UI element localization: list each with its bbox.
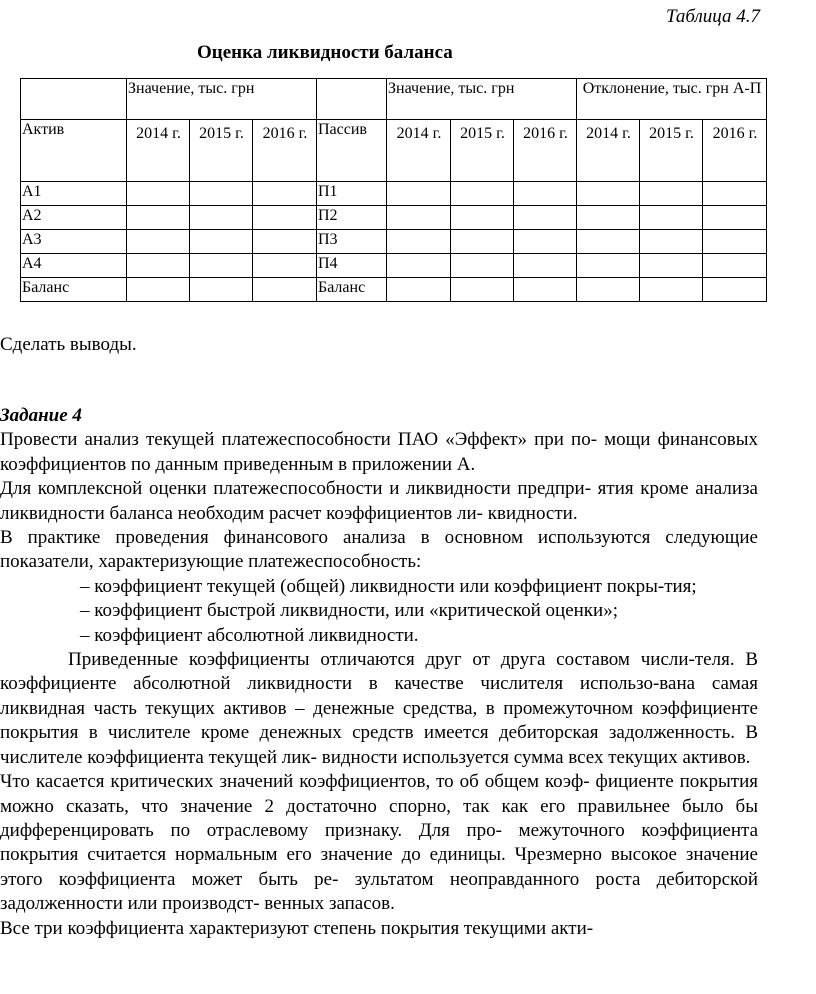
table-header-row-groups	[21, 79, 767, 120]
conclusion-text: Сделать выводы.	[0, 334, 137, 355]
year-label: 2015 г.	[199, 125, 244, 142]
year-header	[514, 120, 577, 182]
year-header	[577, 120, 640, 182]
bullet-item: – коэффициент абсолютной ликвидности.	[80, 624, 419, 646]
liability-cell: Баланс	[317, 278, 387, 302]
table-header-row-years	[21, 120, 767, 182]
task-heading: Задание 4	[0, 405, 82, 426]
asset-cell: А2	[21, 206, 127, 230]
table-row	[21, 230, 767, 254]
year-header	[703, 120, 767, 182]
year-label: 2014 г.	[396, 125, 442, 142]
paragraph: В практике проведения финансового анализа в основном используются следующие показатели, характеризующие платежеспособность:	[0, 527, 758, 573]
table-row	[21, 254, 767, 278]
year-label: 2015 г.	[649, 125, 694, 142]
liability-cell: П1	[317, 182, 387, 206]
table-caption: Таблица 4.7	[666, 6, 760, 27]
task-body	[0, 404, 758, 941]
bullet-item: – коэффициент текущей (общей) ликвидности или коэффициент покры-тия;	[80, 575, 697, 597]
asset-cell: Баланс	[21, 278, 127, 302]
liquidity-table	[20, 78, 767, 302]
asset-cell: А1	[21, 182, 127, 206]
table-row	[21, 206, 767, 230]
liability-value-group-header: Значение, тыс. грн	[387, 79, 577, 120]
year-header	[127, 120, 190, 182]
year-header	[387, 120, 451, 182]
year-header	[451, 120, 514, 182]
year-label: 2016 г.	[262, 125, 308, 142]
year-label: 2014 г.	[136, 125, 181, 142]
paragraph: Все три коэффициента характеризуют степень покрытия текущими акти-	[0, 917, 594, 939]
table-row	[21, 182, 767, 206]
asset-cell: А3	[21, 230, 127, 254]
paragraph: Приведенные коэффициенты отличаются друг от друга составом числи-теля. В коэффициенте абсолютной ликвидности в качестве числителя использо-вана самая ликвидная часть текущих активов – денежные средства, в промежуточном коэффициенте покрытия в числителе кроме денежных средств имеется дебиторская задолженность. В числителе коэффициента текущей лик- видности используется сумма всех текущих активов.	[0, 649, 758, 768]
liability-cell: П3	[317, 230, 387, 254]
table-title: Оценка ликвидности баланса	[197, 42, 453, 63]
table-row	[21, 278, 767, 302]
deviation-group-header: Отклонение, тыс. грн А-П	[577, 79, 767, 120]
year-label: 2014 г.	[586, 125, 631, 142]
paragraph: Провести анализ текущей платежеспособности ПАО «Эффект» при по- мощи финансовых коэффициентов по данным приведенным в приложении А.	[0, 429, 758, 475]
table-cell	[317, 79, 387, 120]
asset-value-group-header: Значение, тыс. грн	[127, 79, 317, 120]
liability-column-header: Пассив	[317, 120, 387, 182]
year-header	[190, 120, 253, 182]
asset-column-header: Актив	[21, 120, 127, 182]
bullet-item: – коэффициент быстрой ликвидности, или «критической оценки»;	[80, 600, 618, 622]
liability-cell: П4	[317, 254, 387, 278]
year-label: 2015 г.	[460, 125, 505, 142]
table-cell	[21, 79, 127, 120]
liability-cell: П2	[317, 206, 387, 230]
year-header	[253, 120, 317, 182]
year-label: 2016 г.	[712, 125, 758, 142]
year-header	[640, 120, 703, 182]
asset-cell: А4	[21, 254, 127, 278]
paragraph: Что касается критических значений коэффициентов, то об общем коэф- фициенте покрытия можно сказать, что значение 2 достаточно спорно, так как его правильнее было бы дифференцировать по отраслевому признаку. Для про- межуточного коэффициента покрытия считается нормальным его значение до единицы. Чрезмерно высокое значение этого коэффициента может быть ре- зультатом неоправданного роста дебиторской задолженности или производст- венных запасов.	[0, 771, 758, 915]
year-label: 2016 г.	[523, 125, 568, 142]
paragraph: Для комплексной оценки платежеспособности и ликвидности предпри- ятия кроме анализа ликвидности баланса необходим расчет коэффициентов ли- квидности.	[0, 478, 758, 524]
